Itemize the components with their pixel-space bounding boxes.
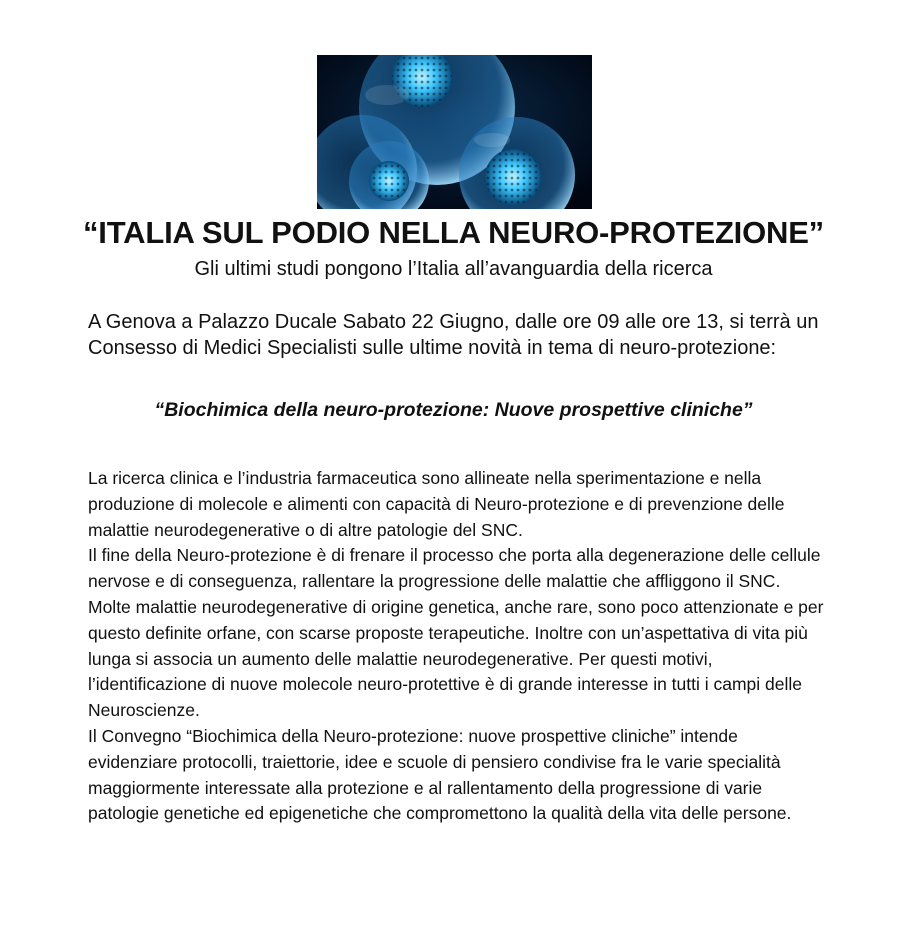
body-paragraph: Il Convegno “Biochimica della Neuro-protezione: nuove prospettive cliniche” intende evidenziare protocolli, traiettorie, idee e scuole di pensiero condivise fra le varie specialità maggiormente interessate alla protezione e al rallentamento della progressione di varie patologie genetiche ed epigenetiche che compromettono la qualità della vita delle persone. (88, 725, 792, 824)
body-paragraph: Il fine della Neuro-protezione è di frenare il processo che porta alla degenerazione delle cellule nervose e di conseguenza, rallentare la progressione delle malattie che affliggono il SNC. (88, 545, 821, 592)
conference-title: “Biochimica della neuro-protezione: Nuove prospettive cliniche” (154, 399, 753, 421)
cells-illustration (317, 55, 592, 209)
body-paragraph: Molte malattie neurodegenerative di origine genetica, anche rare, sono poco attenzionate e per questo definite orfane, con scarse proposte terapeutiche. Inoltre con un’aspettativa di vita più lunga si associa un aumento delle malattie neurodegenerative. Per questi motivi, l’identificazione di nuove molecole neuro-protettive è di grande interesse in tutti i campi delle Neuroscienze. (88, 596, 824, 721)
body-paragraph: La ricerca clinica e l’industria farmaceutica sono allineate nella sperimentazione e nella produzione di molecole e alimenti con capacità di Neuro-protezione e di prevenzione delle malattie neurodegenerative o di altre patologie del SNC. (88, 468, 785, 540)
body-text (88, 466, 828, 827)
page-title: “ITALIA SUL PODIO NELLA NEURO-PROTEZIONE” (83, 215, 824, 250)
intro-paragraph: A Genova a Palazzo Ducale Sabato 22 Giugno, dalle ore 09 alle ore 13, si terrà un Consesso di Medici Specialisti sulle ultime novità in tema di neuro-protezione: (88, 311, 819, 359)
page-subtitle: Gli ultimi studi pongono l’Italia all’avanguardia della ricerca (194, 258, 713, 280)
